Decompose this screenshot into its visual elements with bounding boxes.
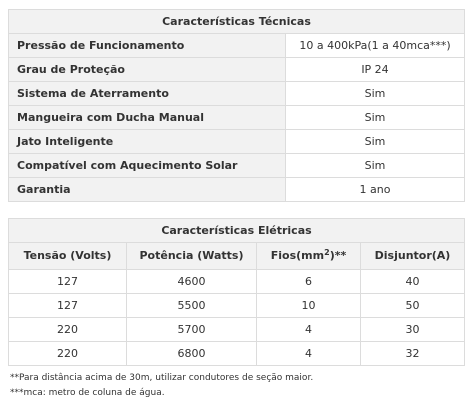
voltage-cell: 220 — [9, 318, 127, 342]
wires-cell: 4 — [257, 342, 361, 366]
footnote-mca: ***mca: metro de coluna de água. — [10, 388, 165, 398]
spec-label-pressure: Pressão de Funcionamento — [9, 34, 286, 58]
wires-cell: 4 — [257, 318, 361, 342]
table-row — [9, 342, 465, 366]
spec-row-hose — [9, 106, 465, 130]
technical-specs-title: Características Técnicas — [9, 10, 465, 34]
spec-value-grounding: Sim — [286, 82, 465, 106]
spec-label-grounding: Sistema de Aterramento — [9, 82, 286, 106]
spec-label-protection: Grau de Proteção — [9, 58, 286, 82]
spec-value-solar: Sim — [286, 154, 465, 178]
electrical-specs-header-row — [9, 219, 465, 243]
column-header-breaker: Disjuntor(A) — [361, 243, 465, 270]
electrical-specs-table — [8, 218, 465, 366]
spec-label-smart-jet: Jato Inteligente — [9, 130, 286, 154]
breaker-cell: 50 — [361, 294, 465, 318]
technical-specs-header-row — [9, 10, 465, 34]
voltage-cell: 127 — [9, 294, 127, 318]
wires-cell: 10 — [257, 294, 361, 318]
spec-value-pressure: 10 a 400kPa(1 a 40mca***) — [286, 34, 465, 58]
spec-row-smart-jet — [9, 130, 465, 154]
column-header-wires — [257, 243, 361, 270]
voltage-cell: 127 — [9, 270, 127, 294]
spec-row-warranty — [9, 178, 465, 202]
spec-label-warranty: Garantia — [9, 178, 286, 202]
electrical-specs-title: Características Elétricas — [9, 219, 465, 243]
breaker-cell: 40 — [361, 270, 465, 294]
spec-row-solar — [9, 154, 465, 178]
wires-cell: 6 — [257, 270, 361, 294]
spec-value-protection: IP 24 — [286, 58, 465, 82]
footnotes — [10, 371, 313, 401]
power-cell: 4600 — [127, 270, 257, 294]
voltage-cell: 220 — [9, 342, 127, 366]
spec-row-pressure — [9, 34, 465, 58]
spec-value-smart-jet: Sim — [286, 130, 465, 154]
spec-value-hose: Sim — [286, 106, 465, 130]
spec-label-solar: Compatível com Aquecimento Solar — [9, 154, 286, 178]
footnote-distance: **Para distância acima de 30m, utilizar condutores de seção maior. — [10, 373, 314, 383]
column-header-voltage: Tensão (Volts) — [9, 243, 127, 270]
spec-row-protection — [9, 58, 465, 82]
electrical-column-headers — [9, 243, 465, 270]
table-row — [9, 270, 465, 294]
wires-header-suffix: )** — [329, 249, 347, 262]
wires-header-superscript: 2 — [324, 248, 330, 257]
spec-value-warranty: 1 ano — [286, 178, 465, 202]
column-header-power: Potência (Watts) — [127, 243, 257, 270]
table-row — [9, 318, 465, 342]
wires-header-text: Fios(mm — [270, 249, 325, 262]
power-cell: 5500 — [127, 294, 257, 318]
spec-row-grounding — [9, 82, 465, 106]
table-row — [9, 294, 465, 318]
power-cell: 6800 — [127, 342, 257, 366]
spec-label-hose: Mangueira com Ducha Manual — [9, 106, 286, 130]
breaker-cell: 32 — [361, 342, 465, 366]
breaker-cell: 30 — [361, 318, 465, 342]
technical-specs-table — [8, 9, 465, 202]
power-cell: 5700 — [127, 318, 257, 342]
